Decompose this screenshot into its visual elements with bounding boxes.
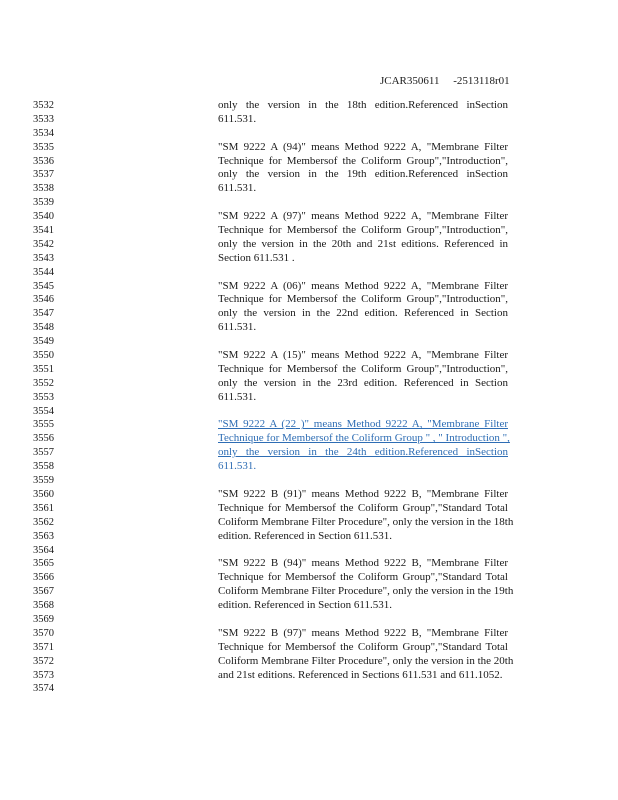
line-number: 3555 bbox=[33, 419, 54, 431]
text-line: Coliform Membrane Filter Procedure", only the version in the 19th bbox=[218, 585, 514, 598]
text-line: "SM 9222 B (91)" means Method 9222 B, "Membrane Filter bbox=[218, 487, 508, 500]
text-line bbox=[218, 266, 508, 280]
line-number: 3539 bbox=[33, 197, 54, 209]
text-line bbox=[218, 544, 508, 558]
line-number: 3553 bbox=[33, 391, 54, 403]
text-line: Technique for Membersof the Coliform Group","Introduction", bbox=[218, 362, 508, 375]
text-line: 611.531. bbox=[218, 390, 257, 403]
text-line: "SM 9222 A (06)" means Method 9222 A, "Membrane Filter bbox=[218, 279, 508, 292]
line-number: 3542 bbox=[33, 238, 54, 250]
line-number: 3543 bbox=[33, 252, 54, 264]
text-line: only the version in the 19th edition.Referenced inSection bbox=[218, 168, 508, 181]
line-number: 3554 bbox=[33, 405, 54, 417]
text-line bbox=[218, 613, 508, 627]
text-line: 611.531. bbox=[218, 182, 257, 195]
line-number: 3558 bbox=[33, 461, 54, 473]
line-number-gutter bbox=[33, 99, 73, 696]
line-number: 3561 bbox=[33, 502, 54, 514]
text-line: "SM 9222 B (94)" means Method 9222 B, "Membrane Filter bbox=[218, 557, 508, 570]
line-number: 3551 bbox=[33, 363, 54, 375]
inserted-text-line: only the version in the 24th edition.Referenced inSection bbox=[218, 446, 508, 459]
page-header bbox=[380, 75, 510, 87]
text-line: 611.531. bbox=[218, 321, 257, 334]
inserted-text-line: Technique for Membersof the Coliform Group " , " Introduction ", bbox=[218, 432, 510, 445]
line-number: 3570 bbox=[33, 627, 54, 639]
line-number: 3536 bbox=[33, 155, 54, 167]
line-number: 3540 bbox=[33, 211, 54, 223]
text-line: Technique for Membersof the Coliform Group","Introduction", bbox=[218, 224, 508, 237]
line-number: 3563 bbox=[33, 530, 54, 542]
line-number: 3546 bbox=[33, 294, 54, 306]
document-number: -2513118r01 bbox=[453, 75, 510, 87]
line-number: 3567 bbox=[33, 586, 54, 598]
line-number: 3566 bbox=[33, 572, 54, 584]
line-number: 3573 bbox=[33, 669, 54, 681]
line-number: 3552 bbox=[33, 377, 54, 389]
line-number: 3533 bbox=[33, 113, 54, 125]
text-line: Technique for Membersof the Coliform Group","Standard Total bbox=[218, 640, 508, 653]
line-number: 3544 bbox=[33, 266, 54, 278]
text-line: Coliform Membrane Filter Procedure", only the version in the 20th bbox=[218, 654, 514, 667]
inserted-text-line: "SM 9222 A (22 )" means Method 9222 A, "Membrane Filter bbox=[218, 418, 508, 431]
line-number: 3541 bbox=[33, 225, 54, 237]
text-line bbox=[218, 474, 508, 488]
text-line: "SM 9222 B (97)" means Method 9222 B, "Membrane Filter bbox=[218, 626, 508, 639]
text-line: Section 611.531 . bbox=[218, 251, 295, 264]
line-number: 3568 bbox=[33, 600, 54, 612]
line-number: 3534 bbox=[33, 127, 54, 139]
line-number: 3571 bbox=[33, 641, 54, 653]
line-number: 3564 bbox=[33, 544, 54, 556]
document-code: JCAR350611 bbox=[380, 75, 440, 87]
text-line: only the version in the 22nd edition. Referenced in Section bbox=[218, 307, 508, 320]
text-line bbox=[218, 405, 508, 419]
text-line: only the version in the 18th edition.Referenced inSection bbox=[218, 99, 508, 111]
text-line: edition. Referenced in Section 611.531. bbox=[218, 599, 393, 612]
line-number: 3569 bbox=[33, 613, 54, 625]
line-number: 3556 bbox=[33, 433, 54, 445]
line-number: 3565 bbox=[33, 558, 54, 570]
line-number: 3559 bbox=[33, 475, 54, 487]
line-number: 3535 bbox=[33, 141, 54, 153]
line-number: 3537 bbox=[33, 169, 54, 181]
text-line: "SM 9222 A (94)" means Method 9222 A, "Membrane Filter bbox=[218, 140, 508, 153]
text-line: "SM 9222 A (97)" means Method 9222 A, "Membrane Filter bbox=[218, 210, 508, 223]
inserted-text-line: 611.531. bbox=[218, 460, 257, 473]
text-line bbox=[218, 335, 508, 349]
line-number: 3545 bbox=[33, 280, 54, 292]
text-line: only the version in the 20th and 21st editions. Referenced in bbox=[218, 237, 508, 250]
line-number: 3549 bbox=[33, 336, 54, 348]
text-line: and 21st editions. Referenced in Sections 611.531 and 611.1052. bbox=[218, 668, 503, 681]
text-line bbox=[218, 127, 508, 141]
text-line: Technique for Membersof the Coliform Group","Introduction", bbox=[218, 293, 508, 306]
document-body bbox=[218, 99, 514, 696]
line-number: 3574 bbox=[33, 683, 54, 695]
line-number: 3560 bbox=[33, 488, 54, 500]
line-number: 3547 bbox=[33, 308, 54, 320]
text-line bbox=[218, 196, 508, 210]
text-line: "SM 9222 A (15)" means Method 9222 A, "Membrane Filter bbox=[218, 349, 508, 362]
line-number: 3572 bbox=[33, 655, 54, 667]
text-line bbox=[218, 682, 508, 696]
text-line: Technique for Membersof the Coliform Group","Standard Total bbox=[218, 571, 508, 584]
text-line: Coliform Membrane Filter Procedure", only the version in the 18th bbox=[218, 515, 514, 528]
text-line: 611.531. bbox=[218, 112, 257, 125]
line-number: 3550 bbox=[33, 350, 54, 362]
line-number: 3562 bbox=[33, 516, 54, 528]
text-line: edition. Referenced in Section 611.531. bbox=[218, 529, 393, 542]
line-number: 3548 bbox=[33, 322, 54, 334]
text-line: only the version in the 23rd edition. Referenced in Section bbox=[218, 376, 508, 389]
text-line: Technique for Membersof the Coliform Group","Standard Total bbox=[218, 501, 508, 514]
line-number: 3532 bbox=[33, 100, 54, 111]
line-number: 3557 bbox=[33, 447, 54, 459]
text-line: Technique for Membersof the Coliform Group","Introduction", bbox=[218, 154, 508, 167]
line-number: 3538 bbox=[33, 183, 54, 195]
